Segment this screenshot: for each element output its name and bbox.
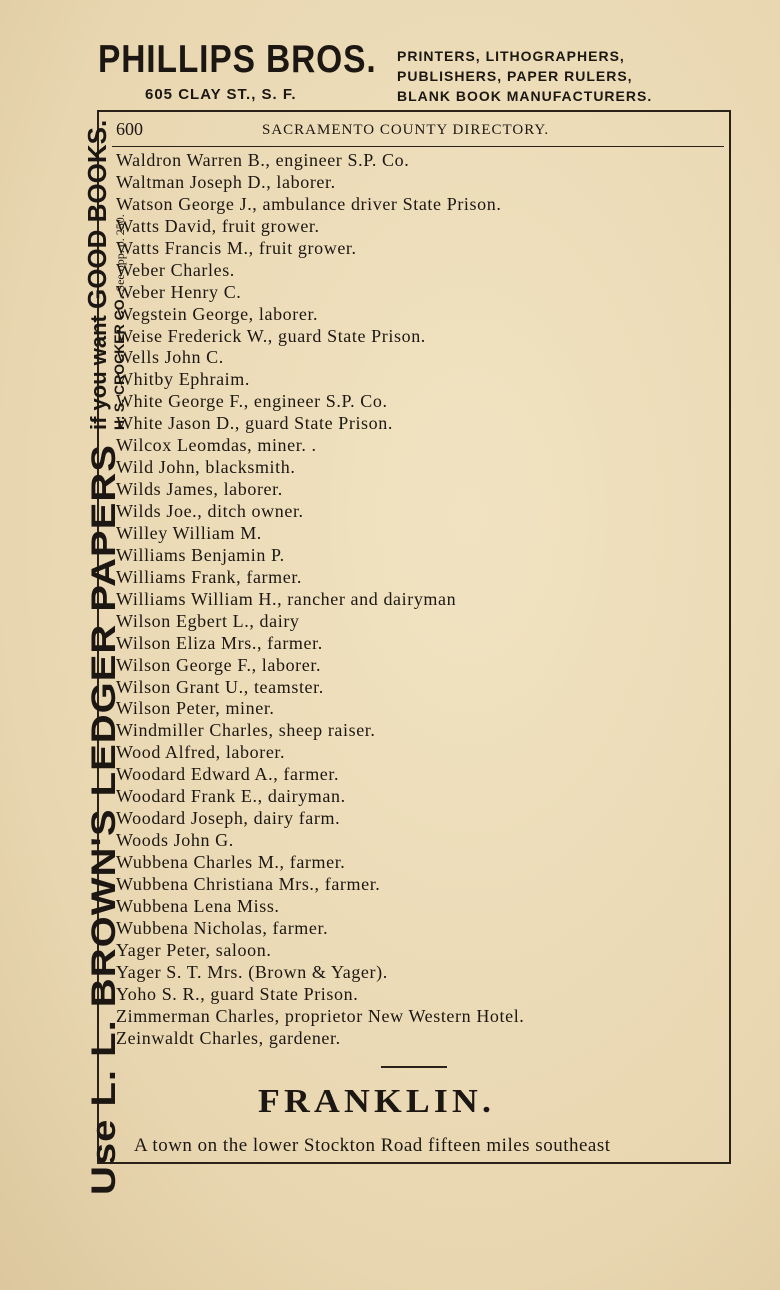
header-service-line: BLANK BOOK MANUFACTURERS. — [397, 88, 653, 104]
header-address: 605 CLAY ST., S. F. — [145, 86, 297, 103]
ad-if-you-want: if you want — [85, 315, 111, 431]
directory-entry: Yager Peter, saloon. — [116, 939, 272, 960]
header-service-line: PRINTERS, LITHOGRAPHERS, — [397, 48, 625, 64]
directory-entry: Weber Charles. — [116, 259, 235, 280]
frame-border-bottom — [97, 1162, 731, 1164]
ad-good-books: GOOD BOOKS. — [81, 119, 112, 310]
directory-entry: Wubbena Charles M., farmer. — [116, 852, 346, 872]
directory-entry: Wilson Grant U., teamster. — [116, 676, 324, 697]
directory-entry: Williams Frank, farmer. — [116, 566, 303, 587]
header-services — [397, 46, 652, 106]
directory-entry: Wilson Egbert L., dairy — [116, 610, 300, 631]
ad-line-crocker — [112, 120, 126, 430]
directory-entry: Yager S. T. Mrs. (Brown & Yager). — [116, 961, 388, 982]
directory-entry: Wegstein George, laborer. — [116, 303, 319, 324]
directory-entry: Wubbena Nicholas, farmer. — [116, 917, 329, 938]
directory-entry: Willey William M. — [116, 522, 262, 543]
running-head: SACRAMENTO COUNTY DIRECTORY. — [262, 122, 550, 138]
directory-entry: Weber Henry C. — [116, 281, 242, 302]
ad-line-good-books — [81, 119, 112, 431]
directory-entry: Williams Benjamin P. — [116, 544, 285, 565]
frame-border-top — [97, 110, 731, 112]
directory-entry: Whitby Ephraim. — [116, 369, 250, 390]
directory-entry: White George F., engineer S.P. Co. — [116, 391, 388, 412]
directory-entry: Wilson George F., laborer. — [116, 654, 322, 675]
directory-entry: Williams William H., rancher and dairyman — [116, 588, 457, 609]
ad-stack — [81, 119, 127, 431]
directory-entry: Wood Alfred, laborer. — [116, 742, 286, 763]
side-advertisement — [82, 85, 127, 1195]
directory-entry: Wilson Peter, miner. — [116, 698, 275, 719]
directory-entry: Wilson Eliza Mrs., farmer. — [116, 632, 323, 653]
header-brand: PHILLIPS BROS. — [98, 38, 377, 81]
directory-entry: White Jason D., guard State Prison. — [116, 413, 393, 434]
directory-entry: Watson George J., ambulance driver State Prison. — [116, 193, 502, 214]
header-rule — [112, 146, 724, 147]
directory-entry: Zeinwaldt Charles, gardener. — [116, 1027, 341, 1048]
header-service-line: PUBLISHERS, PAPER RULERS, — [397, 68, 633, 84]
directory-entry: Woods John G. — [116, 830, 234, 851]
section-text: A town on the lower Stockton Road fifteen miles southeast — [134, 1135, 611, 1156]
ad-main-text: Use L. L. BROWN'S LEDGER PAPERS — [85, 444, 123, 1195]
section-title: FRANKLIN. — [258, 1083, 496, 1120]
directory-entry: Waltman Joseph D., laborer. — [116, 171, 336, 192]
directory-entries — [116, 149, 726, 1048]
directory-entry: Zimmerman Charles, proprietor New Western Hotel. — [116, 1005, 525, 1026]
directory-entry: Wells John C. — [116, 347, 224, 368]
directory-entry: Woodard Joseph, dairy farm. — [116, 808, 341, 829]
ad-crocker: H. S. CROCKER CO. — [110, 295, 127, 431]
directory-entry: Waldron Warren B., engineer S.P. Co. — [116, 150, 410, 170]
directory-entry: Woodard Edward A., farmer. — [116, 764, 340, 785]
directory-entry: Wilds James, laborer. — [116, 479, 283, 500]
section-divider — [381, 1066, 447, 1068]
directory-entry: Wilds Joe., ditch owner. — [116, 501, 304, 521]
directory-entry: Watts Francis M., fruit grower. — [116, 237, 357, 258]
directory-entry: Woodard Frank E., dairyman. — [116, 786, 346, 807]
directory-entry: Wubbena Lena Miss. — [116, 895, 280, 916]
directory-entry: Wilcox Leomdas, miner. . — [116, 435, 317, 456]
ad-see-ref: See opp. p. 250. — [112, 214, 127, 292]
page-number: 600 — [116, 119, 143, 139]
directory-entry: Wild John, blacksmith. — [116, 457, 296, 478]
directory-entry: Weise Frederick W., guard State Prison. — [116, 325, 426, 346]
directory-entry: Windmiller Charles, sheep raiser. — [116, 720, 376, 741]
directory-entry: Wubbena Christiana Mrs., farmer. — [116, 873, 381, 894]
frame-border-right — [729, 110, 731, 1164]
directory-entry: Watts David, fruit grower. — [116, 215, 320, 236]
directory-entry: Yoho S. R., guard State Prison. — [116, 983, 359, 1004]
